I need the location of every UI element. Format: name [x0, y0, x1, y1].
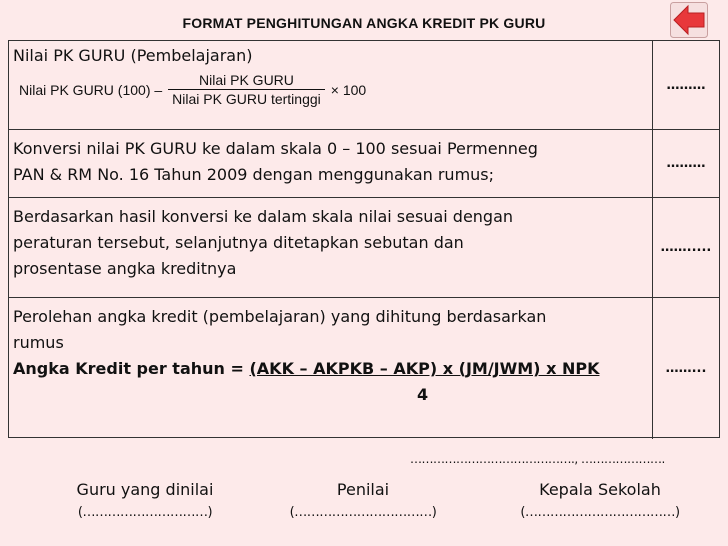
signature-label: Guru yang dinilai — [76, 480, 214, 499]
signature-line: (………………………………) — [520, 505, 680, 520]
row-description — [9, 130, 653, 197]
row-description — [9, 41, 653, 129]
credit-formula-expression: (AKK – AKPKB – AKP) x (JM/JWM) x NPK — [249, 359, 600, 378]
row-description — [9, 198, 653, 297]
table-row — [9, 198, 719, 298]
row-value[interactable]: ……… — [666, 156, 706, 171]
row-text-line: Konversi nilai PK GURU ke dalam skala 0 – 100 sesuai Permenneg — [13, 139, 538, 158]
row-value[interactable]: ……… — [666, 77, 706, 93]
signature-kepala-sekolah — [500, 478, 700, 524]
formula-denominator: Nilai PK GURU tertinggi — [168, 89, 325, 108]
row-text-line: prosentase angka kreditnya — [13, 259, 237, 278]
signature-label: Penilai — [336, 480, 390, 499]
table-row — [9, 298, 719, 439]
table-row — [9, 41, 719, 130]
date-place-line: ……………………………………., …………………. — [410, 452, 665, 466]
credit-formula-divisor: 4 — [417, 385, 429, 404]
row-heading: Nilai PK GURU (Pembelajaran) — [13, 46, 253, 65]
row-value[interactable]: ……... — [665, 361, 707, 376]
page-header — [8, 8, 720, 38]
credit-formula-label: Angka Kredit per tahun = — [13, 359, 250, 378]
signature-line: (…………………………) — [77, 505, 213, 520]
signature-guru — [50, 478, 240, 524]
back-button[interactable] — [670, 2, 708, 38]
signature-section — [0, 440, 728, 546]
credit-formula — [13, 356, 648, 382]
page-title: FORMAT PENGHITUNGAN ANGKA KREDIT PK GURU — [182, 15, 546, 31]
formula-numerator: Nilai PK GURU — [199, 72, 294, 88]
row-text-line: Berdasarkan hasil konversi ke dalam skala nilai sesuai dengan — [13, 207, 514, 226]
row-text-line: Perolehan angka kredit (pembelajaran) yang dihitung berdasarkan — [13, 307, 547, 326]
formula-left: Nilai PK GURU (100) – — [19, 81, 163, 98]
formula-fraction — [168, 71, 325, 108]
credit-format-table — [8, 40, 720, 438]
row-description — [9, 298, 653, 439]
pk-formula — [19, 71, 648, 108]
table-row — [9, 130, 719, 198]
row-text-line: rumus — [13, 333, 64, 352]
formula-right: × 100 — [330, 81, 367, 98]
signature-label: Kepala Sekolah — [539, 480, 661, 499]
signature-line: (……………………………) — [289, 505, 437, 520]
row-value[interactable]: ……..... — [660, 240, 712, 255]
row-text-line: peraturan tersebut, selanjutnya ditetapkan sebutan dan — [13, 233, 464, 252]
signature-penilai — [268, 478, 458, 524]
row-text-line: PAN & RM No. 16 Tahun 2009 dengan menggunakan rumus; — [13, 165, 495, 184]
back-arrow-icon — [670, 2, 708, 38]
